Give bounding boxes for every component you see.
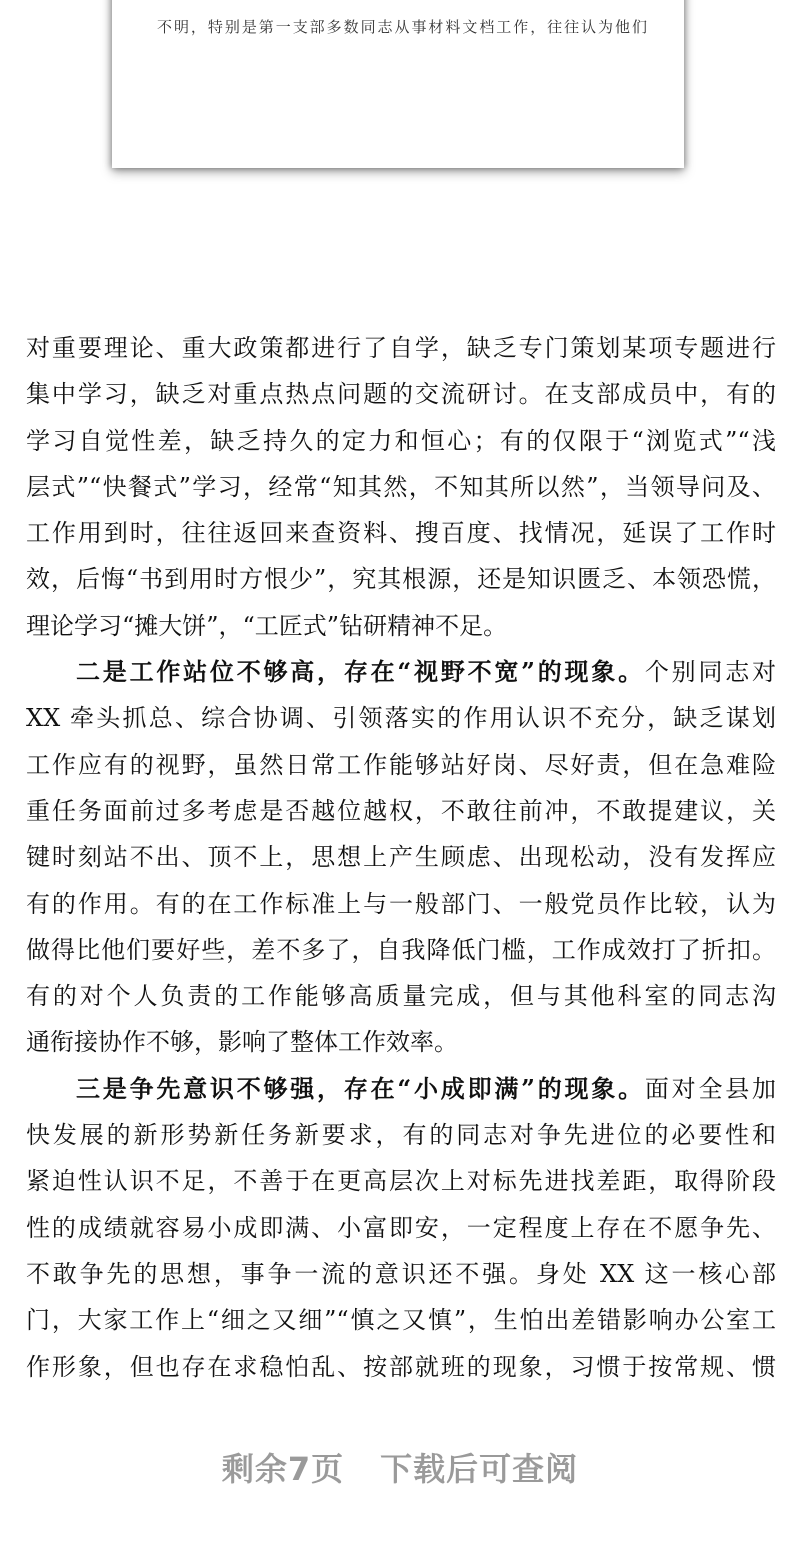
paragraph-heading: 二是工作站位不够高，存在“视野不宽”的现象。 xyxy=(76,657,645,687)
text-run: 面对全县加 xyxy=(644,1074,776,1103)
text-line: 做得比他们要好些，差不多了，自我降低门槛，工作成效打了折扣。 xyxy=(26,935,776,964)
text-line: 学习自觉性差，缺乏持久的定力和恒心；有的仅限于“浏览式”“浅 xyxy=(26,426,776,455)
text-line: 门，大家工作上“细之又细”“慎之又慎”，生怕出差错影响办公室工 xyxy=(26,1306,776,1335)
text-line: 理论学习“摊大饼”，“工匠式”钻研精神不足。 xyxy=(26,611,508,640)
text-run: 个别同志对 xyxy=(644,658,776,687)
text-line: 快发展的新形势新任务新要求，有的同志对争先进位的必要性和 xyxy=(26,1121,776,1150)
document-body xyxy=(26,328,776,1393)
text-line: 不敢争先的思想，事争一流的意识还不强。身处 XX 这一核心部 xyxy=(26,1259,776,1288)
text-line: 集中学习，缺乏对重点热点问题的交流研讨。在支部成员中，有的 xyxy=(26,380,776,409)
text-line: 对重要理论、重大政策都进行了自学，缺乏专门策划某项专题进行 xyxy=(26,334,776,362)
text-line: 性的成绩就容易小成即满、小富即安，一定程度上存在不愿争先、 xyxy=(26,1213,776,1242)
preview-page-card xyxy=(112,0,684,168)
text-line: 重任务面前过多考虑是否越位越权，不敢往前冲，不敢提建议，关 xyxy=(26,796,776,825)
download-prompt[interactable] xyxy=(0,1444,800,1490)
text-line: 层式”“快餐式”学习，经常“知其然，不知其所以然”，当领导问及、 xyxy=(26,472,776,501)
text-line: 工作用到时，往往返回来查资料、搜百度、找情况，延误了工作时 xyxy=(26,519,776,548)
text-line: 工作应有的视野，虽然日常工作能够站好岗、尽好责，但在急难险 xyxy=(26,750,776,779)
paragraph-3 xyxy=(26,1069,776,1393)
remaining-pages-label[interactable]: 剩余7页 xyxy=(221,1450,345,1488)
text-line: 键时刻站不出、顶不上，思想上产生顾虑、出现松动，没有发挥应 xyxy=(26,843,776,872)
preview-text-line: 不明，特别是第一支部多数同志从事材料文档工作，往往认为他们 xyxy=(157,18,647,36)
text-line xyxy=(26,652,776,698)
text-line: 有的作用。有的在工作标准上与一般部门、一般党员作比较，认为 xyxy=(26,889,776,918)
text-line: XX 牵头抓总、综合协调、引领落实的作用认识不充分，缺乏谋划 xyxy=(26,704,776,733)
text-line xyxy=(26,1069,776,1115)
text-line: 紧迫性认识不足，不善于在更高层次上对标先进找差距，取得阶段 xyxy=(26,1167,776,1196)
paragraph-2 xyxy=(26,652,776,1069)
text-line: 通衔接协作不够，影响了整体工作效率。 xyxy=(26,1028,458,1057)
paragraph-heading: 三是争先意识不够强，存在“小成即满”的现象。 xyxy=(76,1073,645,1103)
text-line: 有的对个人负责的工作能够高质量完成，但与其他科室的同志沟 xyxy=(26,982,776,1011)
download-hint-label[interactable]: 下载后可查阅 xyxy=(380,1450,579,1488)
paragraph-1 xyxy=(26,328,776,652)
text-line: 效，后悔“书到用时方恨少”，究其根源，还是知识匮乏、本领恐慌， xyxy=(26,565,776,594)
text-line: 作形象，但也存在求稳怕乱、按部就班的现象，习惯于按常规、惯 xyxy=(26,1352,776,1381)
